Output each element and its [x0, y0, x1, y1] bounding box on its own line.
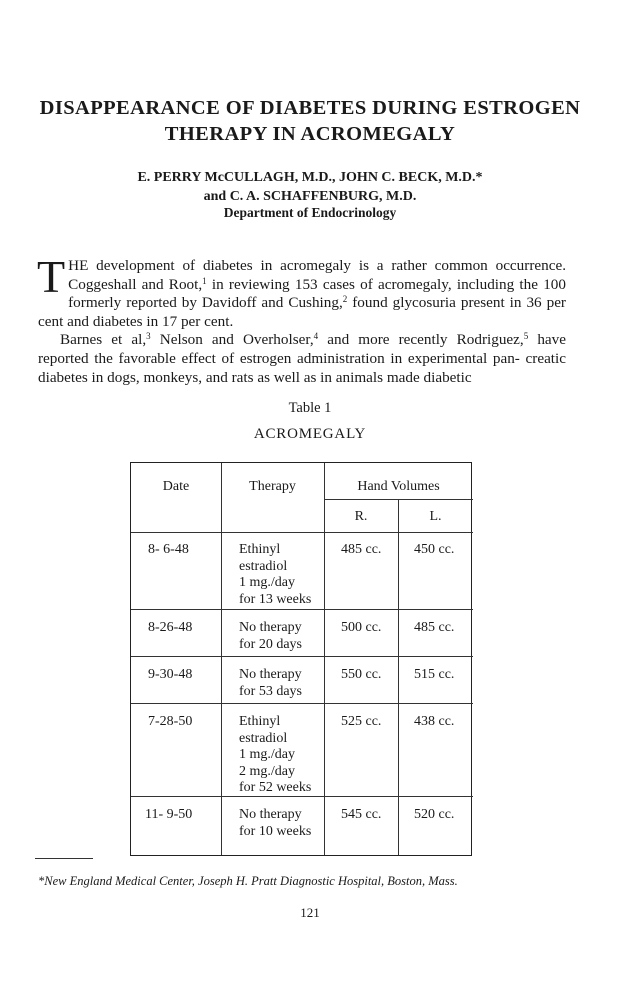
row-5-left-volume: 520 cc.	[414, 807, 455, 822]
paragraph-1: THE development of diabetes in acromegaly is a rather common occurrence. Coggeshall and Root,$^1$ in reviewing 153 cases of acromegaly, including the 100 formerly reported by Davidoff and Cushing,$^2$ found glycosuria present in 36 per cent and diabetes in 17 per cent.	[37, 251, 566, 330]
row-5-date: 11- 9-50	[145, 807, 193, 822]
row-divider	[131, 609, 473, 610]
title-line-2: THERAPY IN ACROMEGALY	[164, 123, 456, 145]
row-5-right-volume: 545 cc.	[341, 807, 382, 822]
row-3-right-volume: 550 cc.	[341, 667, 382, 682]
author-list	[20, 168, 600, 206]
authors-line-1: E. PERRY McCULLAGH, M.D., JOHN C. BECK, M.D.*	[137, 170, 483, 185]
paragraph-2: Barnes et al,$^3$ Nelson and Overholser,$^4$ and more recently Rodriguez,$^5$ have reported the favorable effect of estrogen administration in experimental pan- creatic diabetes in dogs, monkeys, and rats as well as in animals made diabetic	[38, 331, 566, 386]
authors-line-2: and C. A. SCHAFFENBURG, M.D.	[203, 189, 417, 204]
row-3-date: 9-30-48	[148, 667, 193, 682]
page-number: 121	[300, 905, 320, 920]
table-title: ACROMEGALY	[253, 426, 367, 442]
reference-marker: 4	[313, 331, 319, 342]
header-therapy: Therapy	[249, 479, 296, 494]
department: Department of Endocrinology	[223, 205, 397, 220]
row-3-therapy: No therapy for 53 days	[239, 667, 302, 699]
row-3-left-volume: 515 cc.	[414, 667, 455, 682]
row-2-left-volume: 485 cc.	[414, 620, 455, 635]
header-right: R.	[354, 509, 368, 524]
acromegaly-table	[130, 462, 472, 856]
row-4-right-volume: 525 cc.	[341, 714, 382, 729]
footnote-divider	[35, 858, 93, 859]
title-line-1: DISAPPEARANCE OF DIABETES DURING ESTROGEN	[39, 97, 581, 119]
article-body	[37, 251, 566, 387]
reference-marker: 3	[146, 331, 151, 342]
header-hand-volumes: Hand Volumes	[357, 479, 440, 494]
row-2-right-volume: 500 cc.	[341, 620, 382, 635]
row-1-therapy: Ethinyl estradiol 1 mg./day for 13 weeks	[239, 542, 312, 607]
row-divider	[324, 499, 473, 500]
row-divider	[131, 532, 473, 533]
row-1-left-volume: 450 cc.	[414, 542, 455, 557]
reference-marker: 1	[202, 275, 207, 286]
row-divider	[131, 656, 473, 657]
header-left: L.	[429, 509, 442, 524]
row-2-date: 8-26-48	[148, 620, 193, 635]
article-title	[20, 95, 600, 147]
row-1-right-volume: 485 cc.	[341, 542, 382, 557]
row-4-left-volume: 438 cc.	[414, 714, 455, 729]
footnote: *New England Medical Center, Joseph H. Pratt Diagnostic Hospital, Boston, Mass.	[38, 874, 458, 888]
row-4-therapy: Ethinyl estradiol 1 mg./day 2 mg./day for 52 weeks	[239, 714, 312, 795]
reference-marker: 2	[342, 294, 348, 305]
drop-cap: T	[37, 251, 66, 302]
row-5-therapy: No therapy for 10 weeks	[239, 807, 312, 839]
row-1-date: 8- 6-48	[148, 542, 189, 557]
row-4-date: 7-28-50	[148, 714, 193, 729]
header-date: Date	[162, 479, 190, 494]
table-label: Table 1	[288, 400, 332, 416]
column-divider	[398, 499, 399, 855]
row-2-therapy: No therapy for 20 days	[239, 620, 302, 652]
reference-marker: 5	[523, 331, 529, 342]
row-divider	[131, 703, 473, 704]
